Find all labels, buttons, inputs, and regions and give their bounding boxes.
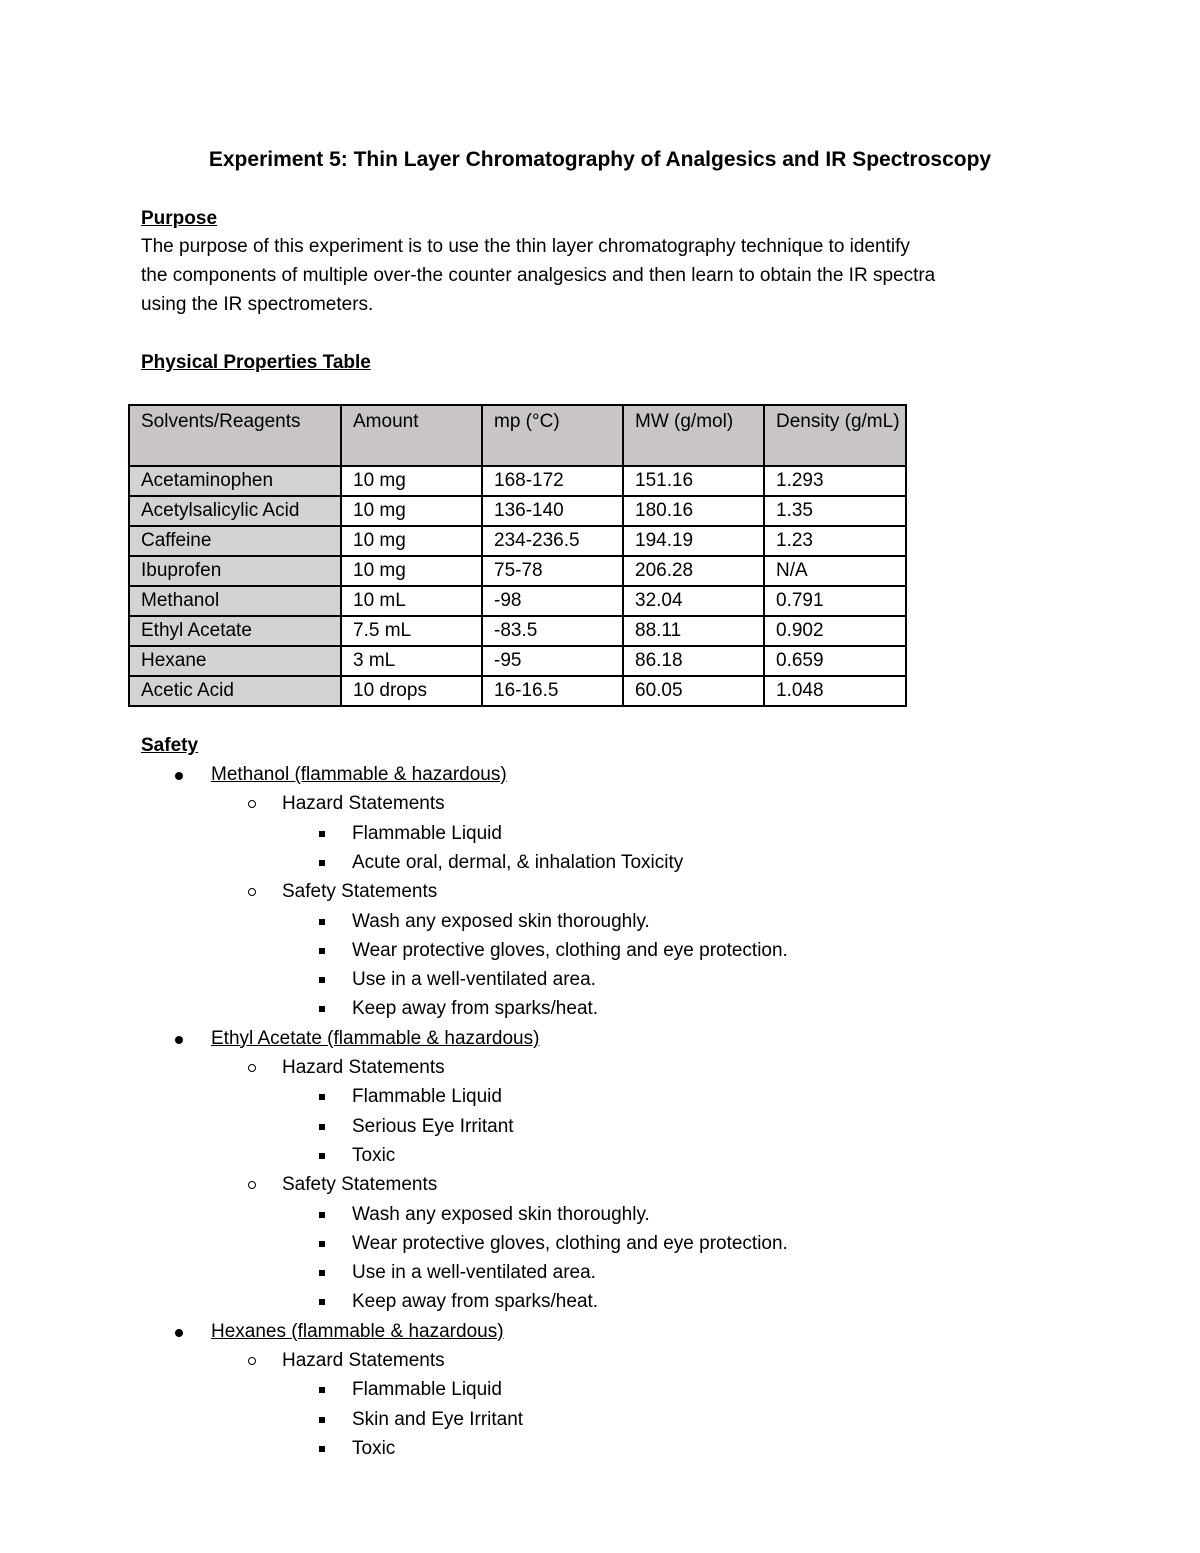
table-cell: 10 mg	[341, 466, 482, 496]
hazard-statements-label: Hazard Statements	[282, 1346, 445, 1375]
safety-chemical-item: Methanol (flammable & hazardous)	[211, 760, 507, 789]
hazard-statement: Skin and Eye Irritant	[352, 1405, 523, 1434]
table-row	[129, 556, 906, 586]
hazard-statements-label: Hazard Statements	[282, 1053, 445, 1082]
purpose-line: the components of multiple over-the counter analgesics and then learn to obtain the IR spectra	[141, 265, 936, 286]
reagent-name-cell: Acetylsalicylic Acid	[129, 496, 341, 526]
table-cell: 32.04	[623, 586, 764, 616]
purpose-paragraph	[141, 232, 1061, 319]
purpose-heading: Purpose	[141, 208, 218, 229]
table-row	[129, 496, 906, 526]
table-cell: -95	[482, 646, 623, 676]
reagent-name-cell: Ibuprofen	[129, 556, 341, 586]
hazard-statement: Flammable Liquid	[352, 819, 502, 848]
table-cell: 180.16	[623, 496, 764, 526]
table-cell: N/A	[764, 556, 906, 586]
table-cell: 88.11	[623, 616, 764, 646]
table-cell: 7.5 mL	[341, 616, 482, 646]
hazard-statement: Toxic	[352, 1141, 395, 1170]
safety-heading: Safety	[141, 735, 199, 756]
safety-statement: Wash any exposed skin thoroughly.	[352, 907, 650, 936]
table-cell: 1.048	[764, 676, 906, 706]
safety-statement: Wash any exposed skin thoroughly.	[352, 1200, 650, 1229]
safety-statement: Use in a well-ventilated area.	[352, 965, 596, 994]
table-cell: 10 mg	[341, 526, 482, 556]
hazard-statement: Toxic	[352, 1434, 395, 1463]
reagent-name-cell: Acetic Acid	[129, 676, 341, 706]
hazard-statements-label: Hazard Statements	[282, 789, 445, 818]
table-row	[129, 466, 906, 496]
table-cell: 0.659	[764, 646, 906, 676]
hazard-statement: Flammable Liquid	[352, 1082, 502, 1111]
table-row	[129, 586, 906, 616]
column-header: Density (g/mL)	[764, 405, 906, 466]
table-cell: 206.28	[623, 556, 764, 586]
reagent-name-cell: Acetaminophen	[129, 466, 341, 496]
table-cell: 1.35	[764, 496, 906, 526]
table-cell: 1.293	[764, 466, 906, 496]
safety-chemical-item: Hexanes (flammable & hazardous)	[211, 1317, 504, 1346]
table-cell: 16-16.5	[482, 676, 623, 706]
safety-statement: Keep away from sparks/heat.	[352, 1287, 598, 1316]
column-header: mp (°C)	[482, 405, 623, 466]
safety-statement: Wear protective gloves, clothing and eye protection.	[352, 936, 788, 965]
table-cell: 60.05	[623, 676, 764, 706]
table-cell: 234-236.5	[482, 526, 623, 556]
table-cell: 194.19	[623, 526, 764, 556]
table-cell: 151.16	[623, 466, 764, 496]
purpose-line: The purpose of this experiment is to use the thin layer chromatography technique to identify	[141, 236, 910, 257]
table-heading: Physical Properties Table	[141, 352, 371, 373]
safety-chemical-item: Ethyl Acetate (flammable & hazardous)	[211, 1024, 539, 1053]
table-cell: 136-140	[482, 496, 623, 526]
safety-statement: Wear protective gloves, clothing and eye protection.	[352, 1229, 788, 1258]
hazard-statement: Serious Eye Irritant	[352, 1112, 514, 1141]
table-cell: -98	[482, 586, 623, 616]
table-row	[129, 526, 906, 556]
reagent-name-cell: Caffeine	[129, 526, 341, 556]
table-cell: 10 mg	[341, 496, 482, 526]
table-header-row	[129, 405, 906, 466]
table-row	[129, 676, 906, 706]
table-cell: 0.902	[764, 616, 906, 646]
document-title: Experiment 5: Thin Layer Chromatography of Analgesics and IR Spectroscopy	[208, 148, 992, 171]
table-cell: 10 drops	[341, 676, 482, 706]
reagent-name-cell: Hexane	[129, 646, 341, 676]
table-cell: -83.5	[482, 616, 623, 646]
table-cell: 168-172	[482, 466, 623, 496]
table-cell: 86.18	[623, 646, 764, 676]
reagent-name-cell: Ethyl Acetate	[129, 616, 341, 646]
safety-statement: Keep away from sparks/heat.	[352, 994, 598, 1023]
hazard-statement: Acute oral, dermal, & inhalation Toxicity	[352, 848, 683, 877]
purpose-line: using the IR spectrometers.	[141, 294, 374, 315]
table-cell: 10 mL	[341, 586, 482, 616]
physical-properties-table	[128, 404, 907, 707]
reagent-name-cell: Methanol	[129, 586, 341, 616]
safety-statement: Use in a well-ventilated area.	[352, 1258, 596, 1287]
table-cell: 10 mg	[341, 556, 482, 586]
table-cell: 3 mL	[341, 646, 482, 676]
table-row	[129, 646, 906, 676]
column-header: Solvents/Reagents	[129, 405, 341, 466]
table-cell: 75-78	[482, 556, 623, 586]
hazard-statement: Flammable Liquid	[352, 1375, 502, 1404]
table-row	[129, 616, 906, 646]
column-header: MW (g/mol)	[623, 405, 764, 466]
table-cell: 0.791	[764, 586, 906, 616]
safety-statements-label: Safety Statements	[282, 877, 437, 906]
table-cell: 1.23	[764, 526, 906, 556]
safety-statements-label: Safety Statements	[282, 1170, 437, 1199]
column-header: Amount	[341, 405, 482, 466]
